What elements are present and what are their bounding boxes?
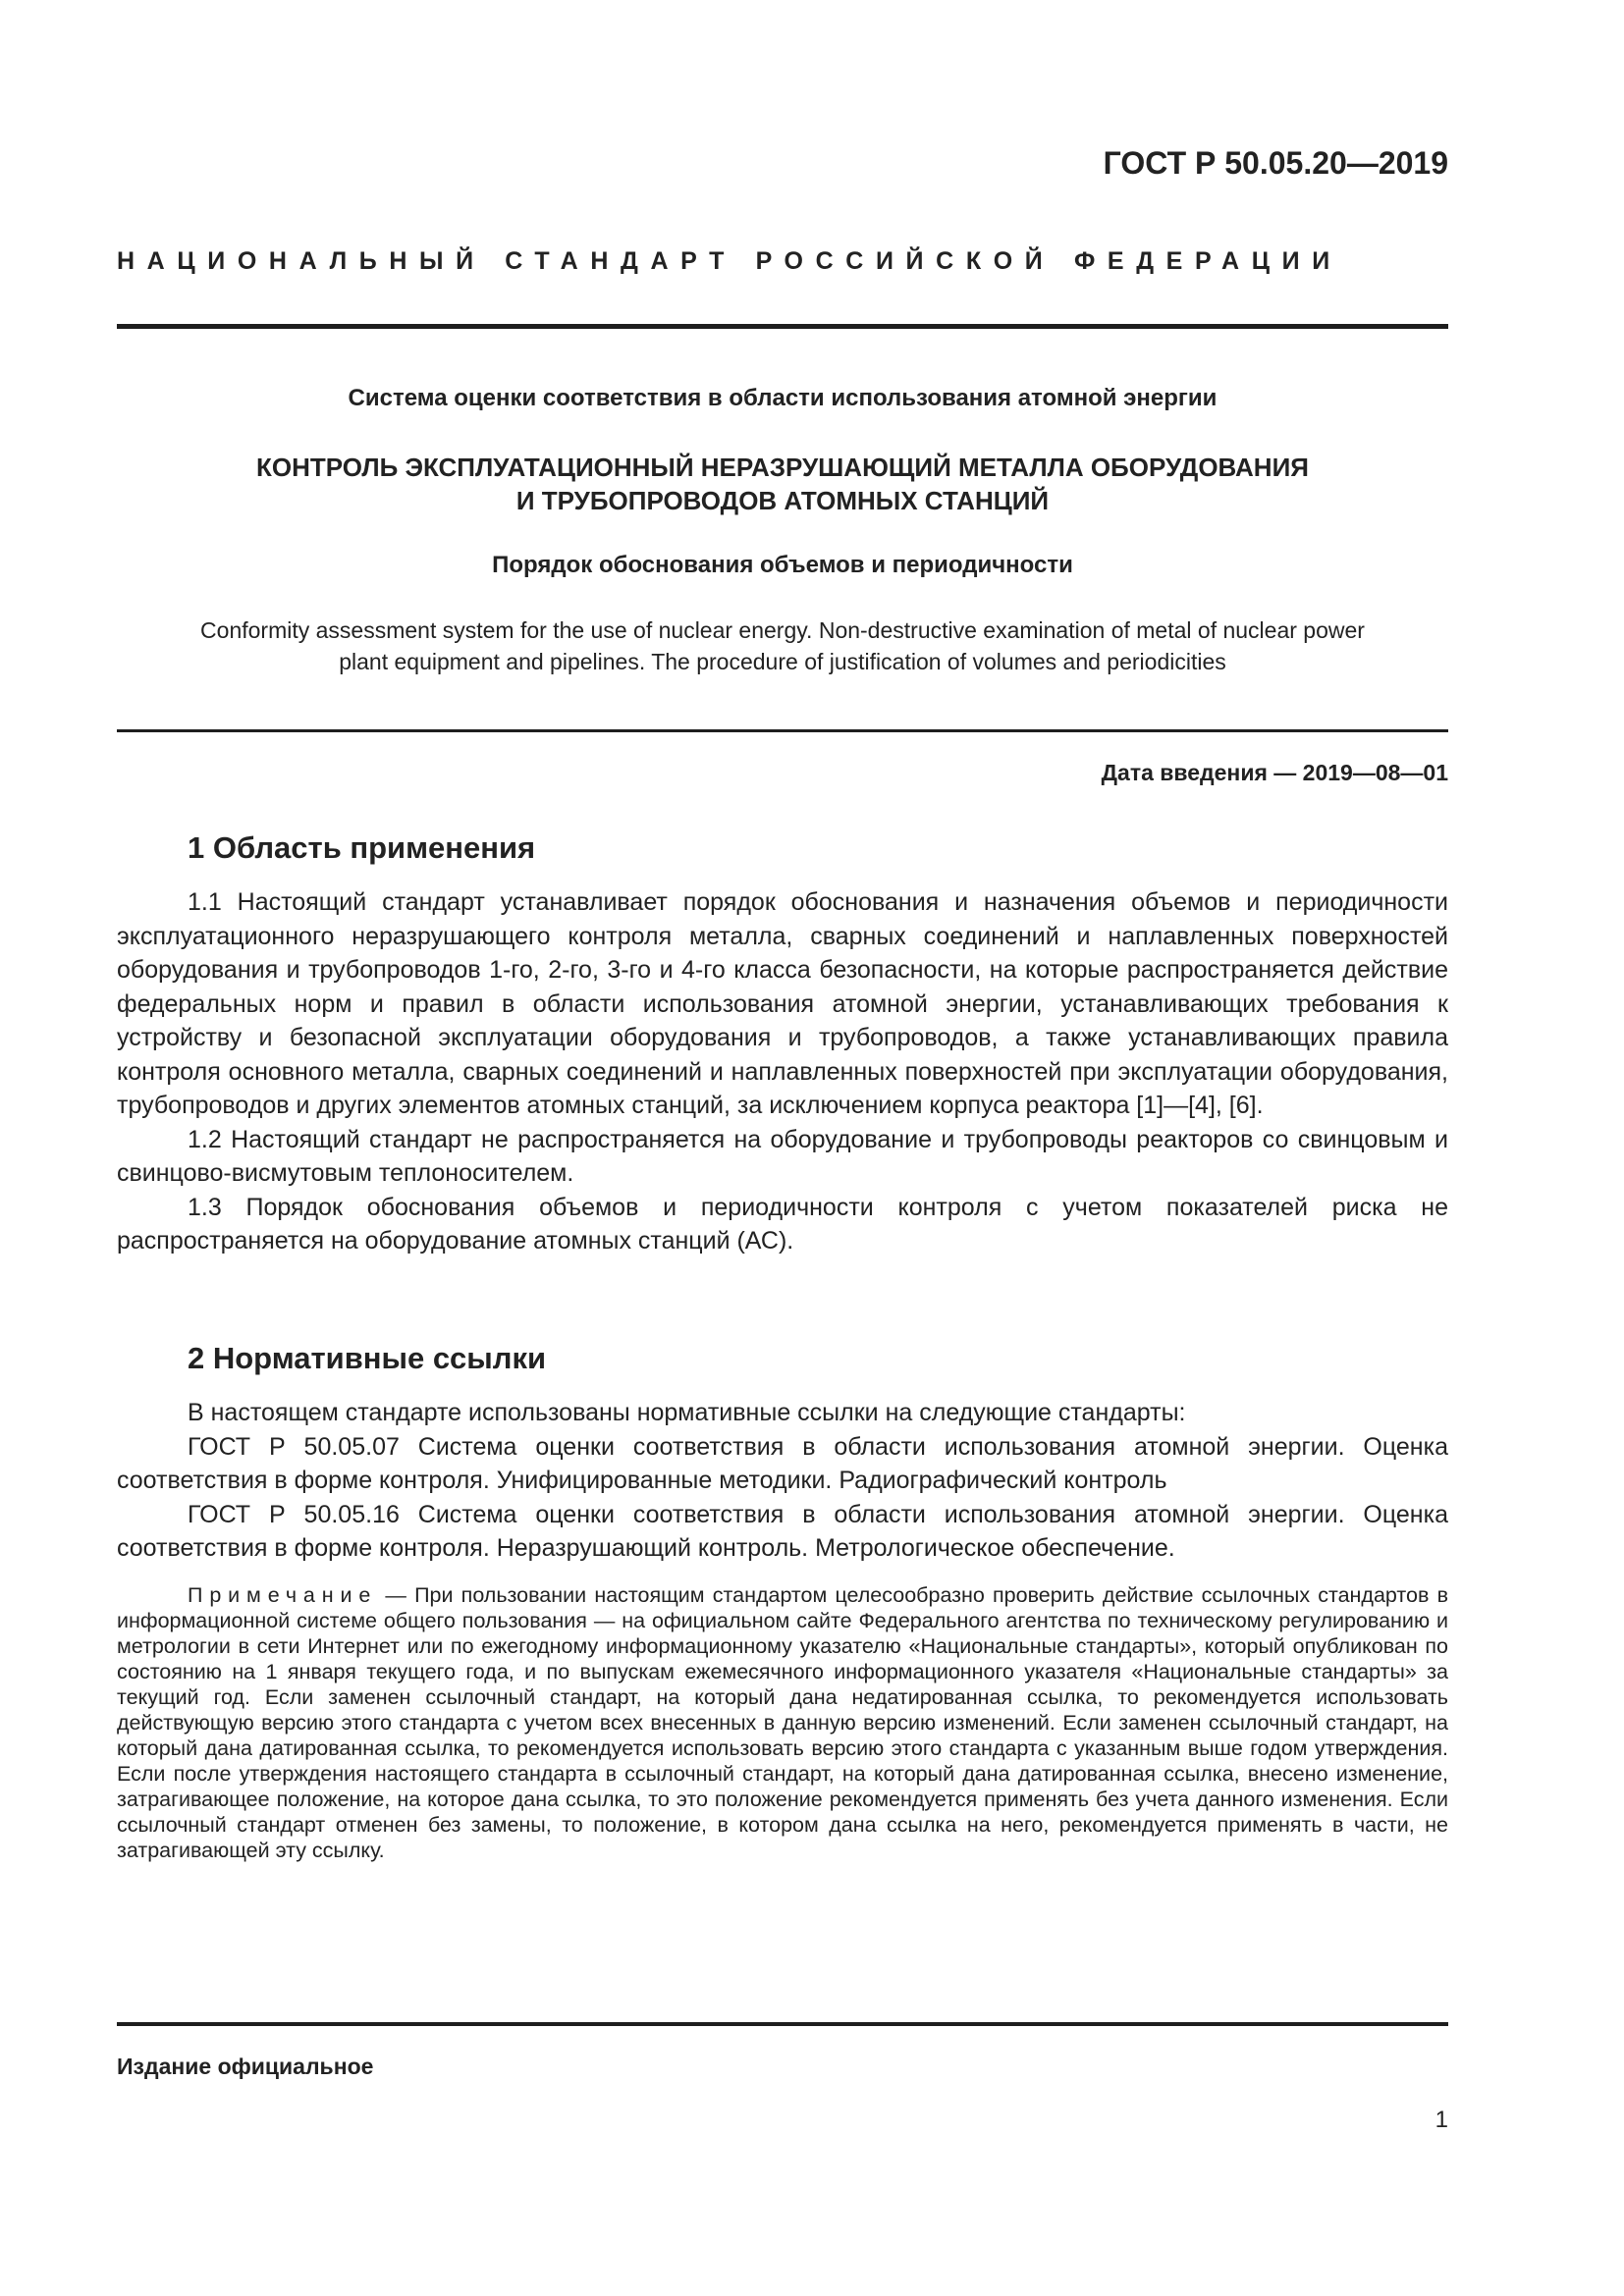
note-text: — При пользовании настоящим стандартом целесообразно проверить действие ссылочных стандартов в информационной системе общего пользования — на официальном сайте Федерального агентства по техническому регулированию и метрологии в сети Интернет или по ежегодному информационному указателю «Национальные стандарты», который опубликован по состоянию на 1 января текущего года, и по выпускам ежемесячного информационного указателя «Национальные стандарты» за текущий год. Если заменен ссылочный стандарт, на который дана недатированная ссылка, то рекомендуется использовать действующую версию этого стандарта с учетом всех внесенных в данную версию изменений. Если заменен ссылочный стандарт, на который дана датированная ссылка, то рекомендуется использовать версию этого стандарта с указанным выше годом утверждения. Если после утверждения настоящего стандарта в ссылочный стандарт, на который дана датированная ссылка, внесено изменение, затрагивающее положение, на которое дана ссылка, то это положение рекомендуется применять без учета данного изменения. Если ссылочный стандарт отменен без замены, то положение, в котором дана ссылка на него, рекомендуется применять в части, не затрагивающей эту ссылку. bbox=[117, 1583, 1448, 1862]
references-intro: В настоящем стандарте использованы нормативные ссылки на следующие стандарты: bbox=[188, 1399, 1186, 1426]
main-title bbox=[117, 451, 1448, 517]
reference-gost-50-05-07: ГОСТ Р 50.05.07 Система оценки соответствия в области использования атомной энергии. Оценка соответствия в форме контроля. Унифицированные методики. Радиографический контроль bbox=[117, 1432, 1448, 1494]
national-standard-banner: НАЦИОНАЛЬНЫЙ СТАНДАРТ РОССИЙСКОЙ ФЕДЕРАЦИИ bbox=[117, 247, 1342, 275]
note-label: Примечание bbox=[188, 1583, 378, 1607]
main-title-line-1: КОНТРОЛЬ ЭКСПЛУАТАЦИОННЫЙ НЕРАЗРУШАЮЩИЙ МЕТАЛЛА ОБОРУДОВАНИЯ bbox=[256, 453, 1309, 482]
official-edition-label: Издание официальное bbox=[117, 2054, 374, 2079]
section-1-body bbox=[117, 885, 1448, 1258]
document-subtitle: Порядок обоснования объемов и периодичности bbox=[492, 552, 1073, 578]
references-note bbox=[117, 1582, 1448, 1863]
clause-1-2: 1.2 Настоящий стандарт не распространяется на оборудование и трубопроводы реакторов со свинцовым и свинцово-висмутовым теплоносителем. bbox=[117, 1125, 1448, 1187]
section-1-heading: 1 Область применения bbox=[188, 830, 536, 865]
document-number: ГОСТ Р 50.05.20—2019 bbox=[1103, 145, 1448, 181]
reference-gost-50-05-16: ГОСТ Р 50.05.16 Система оценки соответствия в области использования атомной энергии. Оценка соответствия в форме контроля. Неразрушающий контроль. Метрологическое обеспечение. bbox=[117, 1500, 1448, 1562]
top-divider bbox=[117, 324, 1448, 329]
clause-1-1: 1.1 Настоящий стандарт устанавливает порядок обоснования и назначения объемов и периодичности эксплуатационного неразрушающего контроля металла, сварных соединений и наплавленных поверхностей оборудования и трубопроводов 1-го, 2-го, 3-го и 4-го класса безопасности, на которые распространяется действие федеральных норм и правил в области использования атомной энергии, устанавливающих требования к устройству и безопасной эксплуатации оборудования и трубопроводов, а также устанавливающих правила контроля основного металла, сварных соединений и наплавленных поверхностей при эксплуатации оборудования, трубопроводов и других элементов атомных станций, за исключением корпуса реактора [1]—[4], [6]. bbox=[117, 888, 1448, 1119]
note-paragraph bbox=[117, 1582, 1448, 1863]
english-title bbox=[117, 614, 1448, 677]
main-title-line-2: И ТРУБОПРОВОДОВ АТОМНЫХ СТАНЦИЙ bbox=[515, 486, 1050, 515]
title-divider bbox=[117, 729, 1448, 732]
section-2-heading: 2 Нормативные ссылки bbox=[188, 1341, 547, 1375]
section-2-body bbox=[117, 1396, 1448, 1566]
english-title-line-2: plant equipment and pipelines. The procedure of justification of volumes and periodicities bbox=[339, 649, 1226, 674]
introduction-date: Дата введения — 2019—08—01 bbox=[1101, 760, 1448, 785]
clause-1-3: 1.3 Порядок обоснования объемов и периодичности контроля с учетом показателей риска не распространяется на оборудование атомных станций (АС). bbox=[117, 1193, 1448, 1255]
system-title: Система оценки соответствия в области использования атомной энергии bbox=[348, 385, 1218, 411]
english-title-line-1: Conformity assessment system for the use of nuclear energy. Non-destructive examination of metal of nuclear power bbox=[200, 617, 1365, 643]
footer-divider bbox=[117, 2022, 1448, 2026]
page-number: 1 bbox=[1435, 2107, 1448, 2133]
